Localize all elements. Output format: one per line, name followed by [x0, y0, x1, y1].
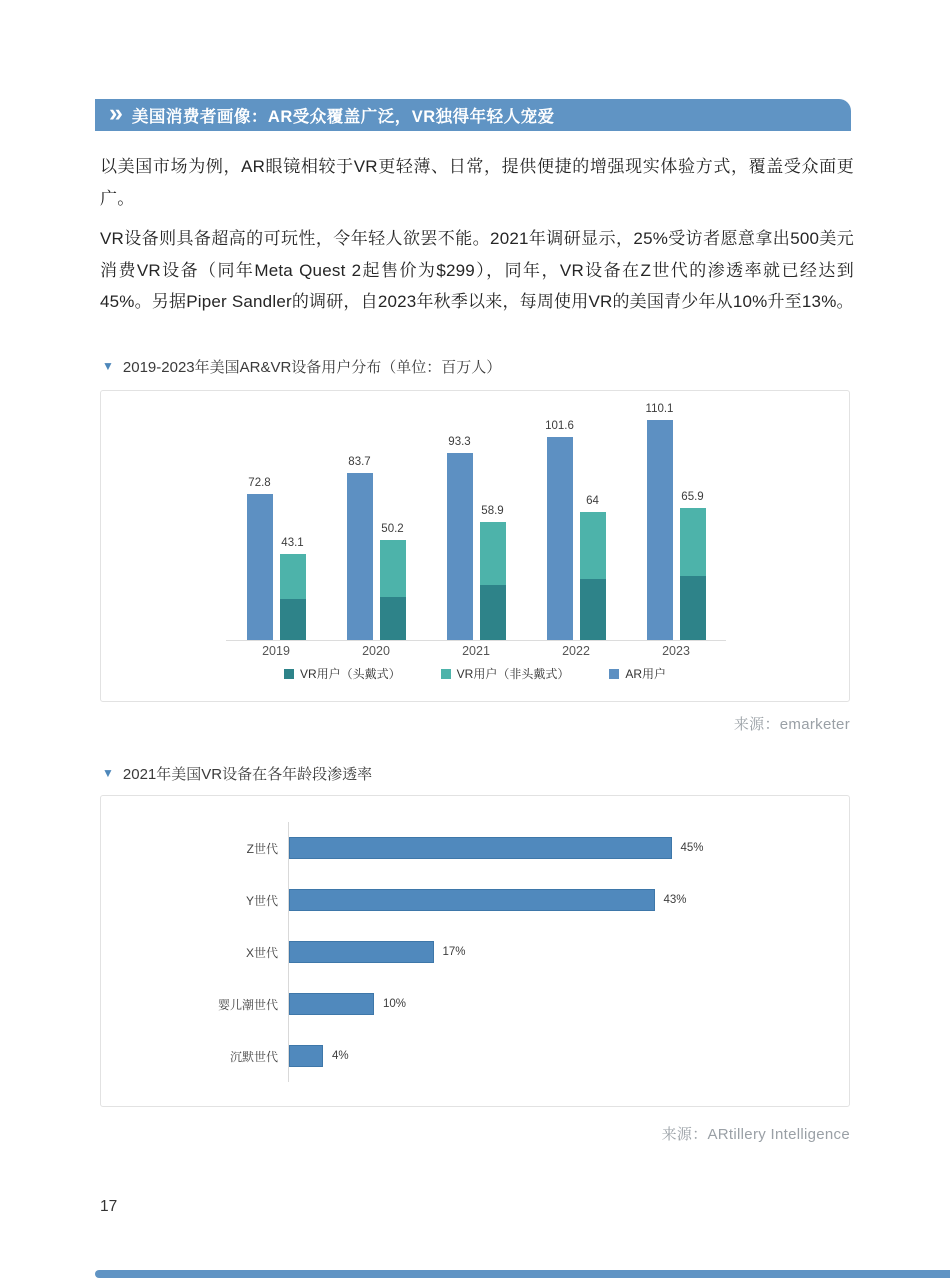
vr-nonheadset-segment	[680, 508, 706, 576]
chart2-title-text: 2021年美国VR设备在各年龄段渗透率	[122, 766, 373, 783]
percent-label: 4%	[332, 1050, 349, 1062]
category-label: 沉默世代	[229, 1049, 278, 1064]
ar-users-bar-2021	[447, 436, 473, 640]
percent-label: 17%	[442, 946, 466, 958]
x-tick-2019: 2019	[262, 644, 290, 658]
vr-total-label: 43.1	[281, 536, 304, 549]
ar-value-label: 93.3	[448, 436, 471, 449]
section-title: 美国消费者画像：AR受众覆盖广泛，VR独得年轻人宠爱	[131, 108, 555, 126]
vr-total-label: 50.2	[381, 522, 404, 535]
hbar-track	[288, 926, 849, 978]
hbar-track	[288, 822, 849, 874]
category-label: 婴儿潮世代	[217, 997, 278, 1012]
chart2-source: 来源：ARtillery Intelligence	[661, 1126, 850, 1143]
percent-label: 10%	[383, 998, 407, 1010]
bar-group-2019	[226, 409, 326, 640]
ar-users-bar-2023	[645, 402, 674, 640]
vr-total-label: 58.9	[481, 505, 504, 518]
x-tick-2022: 2022	[562, 644, 590, 658]
vr-nonheadset-segment	[380, 540, 406, 597]
section-header-banner	[95, 99, 851, 131]
hbar-track	[288, 978, 849, 1030]
vr-total-label: 65.9	[681, 491, 704, 504]
chart2-card	[100, 795, 850, 1107]
penetration-bar-2	[289, 889, 655, 911]
hbar-track	[288, 1030, 849, 1082]
vr-users-bar-2019	[280, 536, 306, 640]
chart1-plot	[226, 402, 726, 641]
chart2-title	[102, 763, 372, 784]
hbar-row-3	[101, 926, 849, 978]
ar-users-bar-2022	[545, 419, 574, 640]
chart1-card	[100, 390, 850, 702]
vr-total-label: 64	[586, 495, 599, 507]
percent-label: 43%	[663, 894, 687, 906]
legend-label: VR用户（非头戴式）	[456, 667, 570, 681]
page-number: 17	[100, 1198, 118, 1215]
paragraph-2: VR设备则具备超高的可玩性，令年轻人欲罢不能。2021年调研显示，25%受访者愿意拿出500美元消费VR设备（同年Meta Quest 2起售价为$299），同年，VR设备在Z世代的渗透率就已经达到45%。另据Piper Sandler的调研，自2023年秋季以来，每周使用VR的美国青少年从10%升至13%。	[100, 229, 854, 311]
ar-users-bar-2019	[247, 477, 273, 640]
hbar-row-4	[101, 978, 849, 1030]
category-label: Y世代	[245, 893, 278, 908]
legend-item	[441, 665, 570, 682]
vr-nonheadset-segment	[580, 512, 606, 579]
vr-headset-segment	[280, 599, 306, 640]
legend-item	[284, 665, 401, 682]
vr-headset-segment	[480, 585, 506, 640]
chart1-legend	[101, 665, 849, 682]
vr-users-bar-2023	[680, 491, 706, 640]
ar-value-label: 72.8	[248, 477, 271, 490]
bar-group-2023	[626, 402, 726, 640]
category-label: Z世代	[246, 841, 278, 856]
category-label: X世代	[245, 945, 278, 960]
chart1-title	[102, 356, 501, 377]
vr-headset-segment	[380, 597, 406, 640]
x-tick-2021: 2021	[462, 644, 490, 658]
penetration-bar-3	[289, 941, 434, 963]
legend-label: VR用户（头戴式）	[299, 667, 401, 681]
vr-users-bar-2020	[380, 522, 406, 640]
bar-group-2022	[526, 409, 626, 640]
percent-label: 45%	[680, 842, 704, 854]
vr-nonheadset-segment	[280, 554, 306, 600]
ar-value-label: 110.1	[645, 402, 674, 415]
penetration-bar-4	[289, 993, 374, 1015]
bar-group-2020	[326, 409, 426, 640]
vr-users-bar-2021	[480, 505, 506, 640]
legend-swatch-icon	[441, 669, 451, 679]
bar-group-2021	[426, 409, 526, 640]
penetration-bar-5	[289, 1045, 323, 1067]
chart1-title-text: 2019-2023年美国AR&VR设备用户分布（单位：百万人）	[122, 359, 502, 376]
hbar-row-5	[101, 1030, 849, 1082]
double-chevron-icon: »	[109, 98, 121, 127]
legend-item	[609, 665, 666, 682]
vr-headset-segment	[680, 576, 706, 640]
ar-users-bar-2020	[347, 455, 373, 640]
chart1-years	[226, 644, 726, 658]
vr-users-bar-2022	[580, 495, 606, 640]
triangle-icon: ▼	[102, 765, 114, 780]
legend-swatch-icon	[609, 669, 619, 679]
chart1-source: 来源：emarketer	[733, 716, 850, 733]
legend-label: AR用户	[625, 667, 666, 681]
hbar-row-2	[101, 874, 849, 926]
ar-value-label: 83.7	[348, 455, 371, 468]
paragraph-1: 以美国市场为例，AR眼镜相较于VR更轻薄、日常，提供便捷的增强现实体验方式，覆盖受众面更广。	[100, 157, 854, 208]
penetration-bar-1	[289, 837, 672, 859]
chart2-rows	[101, 822, 849, 1082]
hbar-row-1	[101, 822, 849, 874]
vr-headset-segment	[580, 579, 606, 640]
vr-nonheadset-segment	[480, 522, 506, 585]
hbar-track	[288, 874, 849, 926]
legend-swatch-icon	[284, 669, 294, 679]
x-tick-2020: 2020	[362, 644, 390, 658]
x-tick-2023: 2023	[662, 644, 690, 658]
ar-value-label: 101.6	[545, 419, 574, 432]
footer-accent-bar	[95, 1270, 950, 1278]
triangle-icon: ▼	[102, 358, 114, 373]
